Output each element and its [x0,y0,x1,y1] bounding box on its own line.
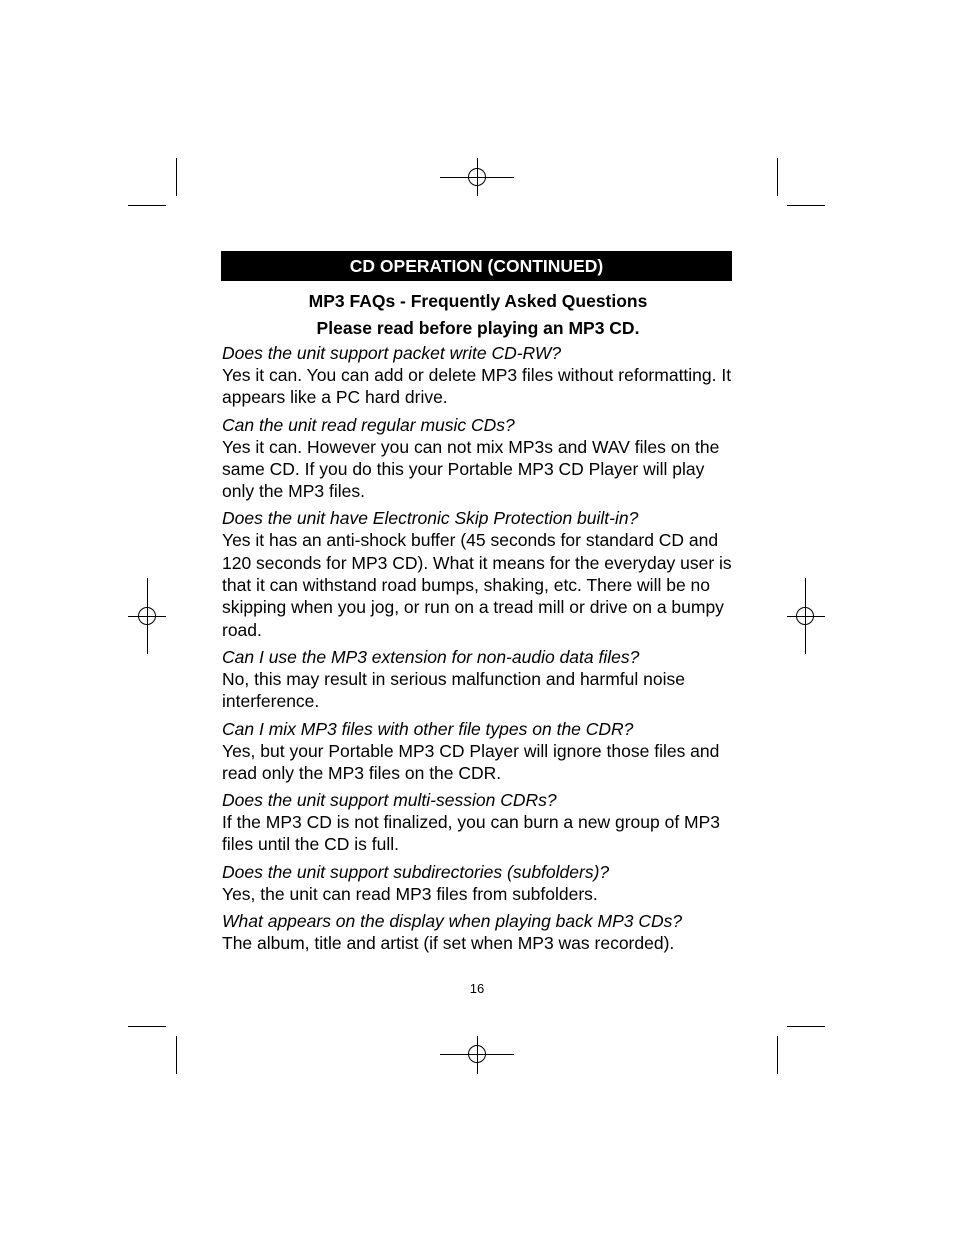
crop-mark-bottom-left-h [128,1026,166,1027]
faq-answer: Yes it can. You can add or delete MP3 files without reformatting. It appears like a PC hard drive. [222,365,732,408]
faq-item [222,342,734,409]
faq-item [222,789,734,856]
faq-question: What appears on the display when playing back MP3 CDs? [222,911,683,932]
faq-item [222,414,734,503]
crop-mark-bottom-left-v [176,1036,177,1074]
faq-item [222,507,734,640]
crop-mark-top-right-h [787,205,825,206]
section-title: CD OPERATION (CONTINUED) [349,256,604,276]
crop-mark-top-left-v [176,158,177,196]
faq-question: Can I mix MP3 files with other file types on the CDR? [222,718,634,739]
faq-answer: Yes, the unit can read MP3 files from subfolders. [222,883,598,904]
crop-mark-bottom-right-v [777,1036,778,1074]
faq-answer: The album, title and artist (if set when MP3 was recorded). [222,933,675,954]
faq-content [222,288,734,954]
faq-question: Can I use the MP3 extension for non-audio data files? [222,646,640,667]
crop-mark-bottom-right-h [787,1026,825,1027]
faq-item [222,718,734,785]
section-header [221,251,732,281]
faq-question: Can the unit read regular music CDs? [222,414,515,435]
crop-mark-top-right-v [777,158,778,196]
faq-question: Does the unit have Electronic Skip Protection built-in? [222,508,639,529]
faq-answer: If the MP3 CD is not finalized, you can burn a new group of MP3 files until the CD is full. [222,812,721,855]
page-number: 16 [469,981,485,996]
faq-answer: Yes it has an anti-shock buffer (45 seconds for standard CD and 120 seconds for MP3 CD). What it means for the everyday user is that it can withstand road bumps, shaking, etc. There will be no skipping when you jog, or run on a tread mill or drive on a bumpy road. [222,530,732,640]
faq-answer: Yes it can. However you can not mix MP3s and WAV files on the same CD. If you do this your Portable MP3 CD Player will play only the MP3 files. [222,436,720,502]
crop-mark-top-left-h [128,205,166,206]
faq-question: Does the unit support multi-session CDRs? [222,790,557,811]
faq-answer: No, this may result in serious malfunction and harmful noise interference. [222,668,685,712]
faq-answer: Yes, but your Portable MP3 CD Player will ignore those files and read only the MP3 files on the CDR. [222,740,720,783]
faq-item [222,861,734,905]
faq-heading: MP3 FAQs - Frequently Asked Questions [308,291,648,311]
faq-item [222,646,734,713]
faq-question: Does the unit support packet write CD-RW? [222,343,562,363]
faq-question: Does the unit support subdirectories (subfolders)? [222,861,610,882]
faq-instruction: Please read before playing an MP3 CD. [316,318,640,338]
faq-item [222,910,734,954]
